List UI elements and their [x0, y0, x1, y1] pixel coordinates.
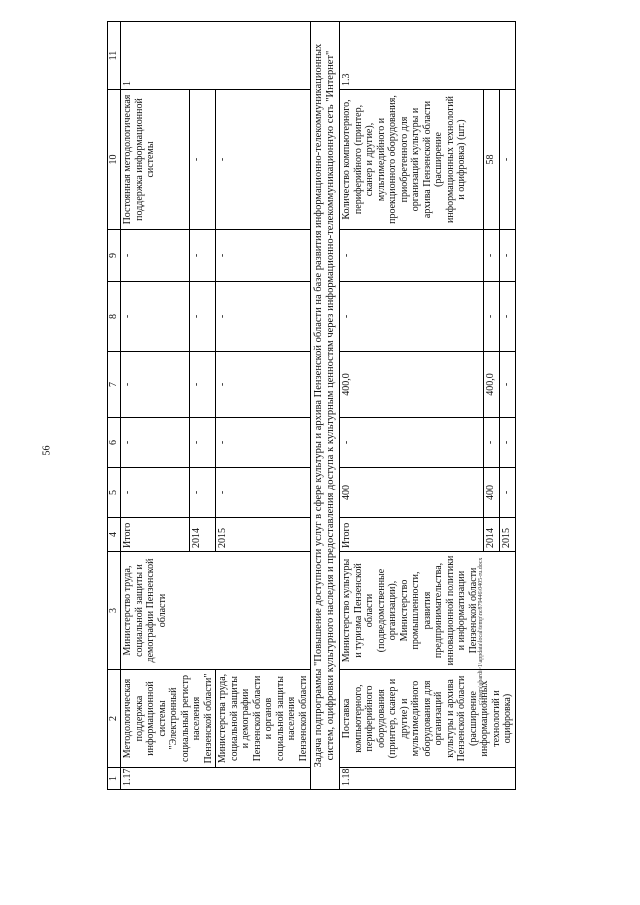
- col-number-11: 11: [108, 22, 121, 90]
- value-cell: -: [340, 230, 483, 282]
- period-cell: 2014: [483, 518, 499, 552]
- value-cell: -: [483, 230, 499, 282]
- value-cell: -: [340, 418, 483, 468]
- value-cell: -: [121, 468, 190, 518]
- col-number-9: 9: [108, 230, 121, 282]
- page-number: 56: [41, 445, 53, 456]
- indicator-cell: Количество компьютерного, периферийного (принтер, сканер и другие), мультимедийного и проекционного оборудования, приобретенного для организаций культуры и архива Пензенской области (расширение информационных технологий и оцифровка) (шт.): [340, 90, 483, 230]
- program-table: [107, 21, 516, 790]
- value-cell: -: [499, 468, 515, 518]
- col-number-5: 5: [108, 468, 121, 518]
- value-cell: -: [189, 230, 216, 282]
- measure-name: Методологическая поддержка информационной системы "Электронный социальный регистр населения Пензенской области": [121, 670, 216, 768]
- period-cell: Итого: [340, 518, 483, 552]
- value-cell: -: [189, 418, 216, 468]
- table-row: [121, 22, 190, 790]
- col-number-4: 4: [108, 518, 121, 552]
- period-cell: 2015: [216, 518, 311, 552]
- value-cell: 400,0: [340, 352, 483, 418]
- indicator-value: 58: [483, 90, 499, 230]
- value-cell: -: [216, 468, 311, 518]
- row-number: 1.17: [121, 768, 311, 790]
- value-cell: -: [499, 230, 515, 282]
- col-number-8: 8: [108, 282, 121, 352]
- rotated-table-frame: [107, 22, 615, 790]
- col-number-1: 1: [108, 768, 121, 790]
- indicator-value: -: [189, 90, 216, 230]
- value-cell: -: [189, 352, 216, 418]
- value-cell: -: [121, 230, 190, 282]
- value-cell: 400: [340, 468, 483, 518]
- measure-name-continued: Министерства труда, социальной защиты и демографии Пензенской области и органов социальной защиты населения Пензенской области: [216, 670, 311, 768]
- col-number-6: 6: [108, 418, 121, 468]
- table-row: [216, 22, 311, 790]
- value-cell: -: [216, 230, 311, 282]
- task-row: [311, 22, 340, 790]
- period-cell: 2014: [189, 518, 216, 552]
- value-cell: -: [483, 282, 499, 352]
- measure-name: Поставка компьютерного, периферийного оборудования (принтер, сканер и другие) и мультимедийного оборудования для организаций культуры и архива Пензенской области (расширение информационных технологий и оцифровка): [340, 670, 516, 768]
- indicator-value: -: [499, 90, 515, 230]
- column-number-row: [108, 22, 121, 790]
- value-cell: -: [483, 418, 499, 468]
- value-cell: -: [121, 352, 190, 418]
- value-cell: -: [340, 282, 483, 352]
- indicator-value: -: [216, 90, 311, 230]
- value-cell: -: [499, 352, 515, 418]
- period-cell: Итого: [121, 518, 190, 552]
- period-cell: 2015: [499, 518, 515, 552]
- value-cell: -: [189, 468, 216, 518]
- row-number: 1.18: [340, 768, 516, 790]
- value-cell: 400: [483, 468, 499, 518]
- subprogram-task: Задача подпрограммы "Повышение доступности услуг в сфере культуры и архива Пензенской области на базе развития информационно-телекоммуникационных систем, оцифровки культурного наследия и предоставления доступа к культурным ценностям через информационно-телекоммуникационную сеть "Интернет": [311, 22, 340, 790]
- table-row: [340, 22, 483, 790]
- col-number-7: 7: [108, 352, 121, 418]
- value-cell: 400,0: [483, 352, 499, 418]
- executor-cell: Министерство труда, социальной защиты и демографии Пензенской области: [121, 552, 311, 670]
- value-cell: -: [121, 282, 190, 352]
- value-cell: -: [499, 282, 515, 352]
- value-cell: -: [216, 418, 311, 468]
- col-number-3: 3: [108, 552, 121, 670]
- footer-file-path: c:\users\sbardi~1\appdata\local\temp\nc879446\0405-ru.docx: [478, 557, 484, 705]
- col-number-2: 2: [108, 670, 121, 768]
- value-cell: -: [121, 418, 190, 468]
- value-cell: -: [216, 352, 311, 418]
- indicator-ref: 1.3: [340, 22, 516, 90]
- value-cell: -: [499, 418, 515, 468]
- value-cell: -: [189, 282, 216, 352]
- value-cell: -: [216, 282, 311, 352]
- indicator-ref: 1: [121, 22, 311, 90]
- col-number-10: 10: [108, 90, 121, 230]
- indicator-cell: Постоянная методологическая поддержка информационной системы: [121, 90, 190, 230]
- executor-cell: Министерство культуры и туризма Пензенской области (подведомственные организации), Министерство промышленности, развития предпринимательства, инновационной политики и информатизации Пензенской области: [340, 552, 516, 670]
